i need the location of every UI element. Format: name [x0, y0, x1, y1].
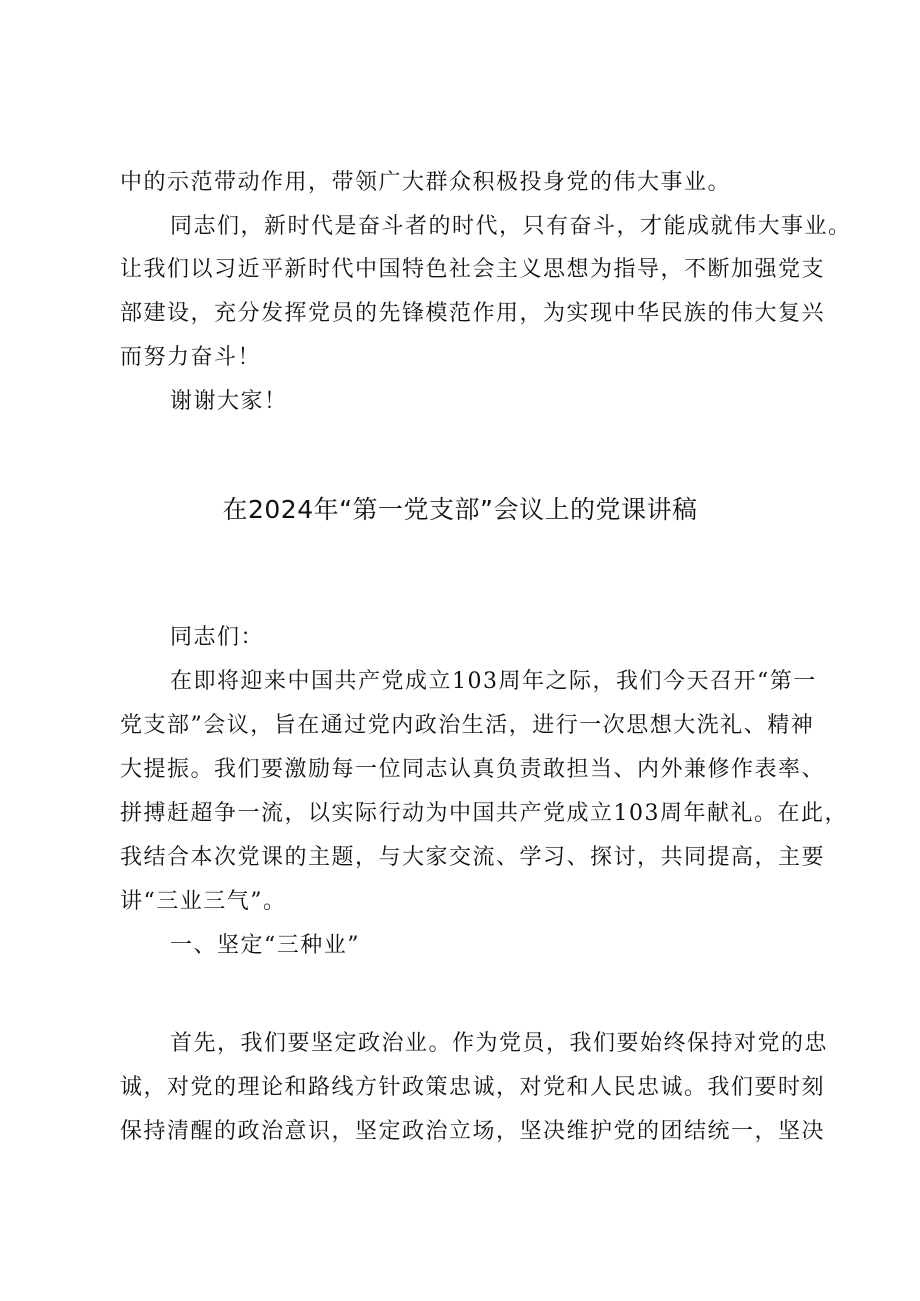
paragraph-line: 拼搏赶超争一流，以实际行动为中国共产党成立103周年献礼。在此， — [120, 801, 848, 826]
paragraph-line: 我结合本次党课的主题，与大家交流、学习、探讨，共同提高，主要 — [120, 845, 826, 870]
paragraph-line: 让我们以习近平新时代中国特色社会主义思想为指导，不断加强党支 — [120, 257, 826, 282]
paragraph-line: 讲“三业三气”。 — [120, 889, 287, 914]
section-heading: 一、坚定“三种业” — [170, 933, 360, 958]
paragraph-line: 同志们，新时代是奋斗者的时代，只有奋斗，才能成就伟大事业。 — [170, 214, 852, 239]
closing-line: 谢谢大家！ — [170, 389, 288, 414]
paragraph-line: 大提振。我们要激励每一位同志认真负责敢担当、内外兼修作表率、 — [120, 757, 826, 782]
document-title: 在2024年“第一党支部”会议上的党课讲稿 — [222, 495, 698, 524]
paragraph-line: 中的示范带动作用，带领广大群众积极投身党的伟大事业。 — [120, 170, 732, 195]
paragraph-line: 首先，我们要坚定政治业。作为党员，我们要始终保持对党的忠 — [170, 1031, 829, 1056]
paragraph-line: 保持清醒的政治意识，坚定政治立场，坚决维护党的团结统一，坚决 — [120, 1119, 826, 1144]
paragraph-line: 而努力奋斗！ — [120, 345, 262, 370]
paragraph-line: 党支部”会议，旨在通过党内政治生活，进行一次思想大洗礼、精神 — [120, 713, 815, 738]
paragraph-line: 诚，对党的理论和路线方针政策忠诚，对党和人民忠诚。我们要时刻 — [120, 1075, 826, 1100]
paragraph-line: 部建设，充分发挥党员的先锋模范作用，为实现中华民族的伟大复兴 — [120, 301, 826, 326]
salutation: 同志们： — [170, 625, 265, 650]
paragraph-line: 在即将迎来中国共产党成立103周年之际，我们今天召开“第一 — [170, 669, 817, 694]
